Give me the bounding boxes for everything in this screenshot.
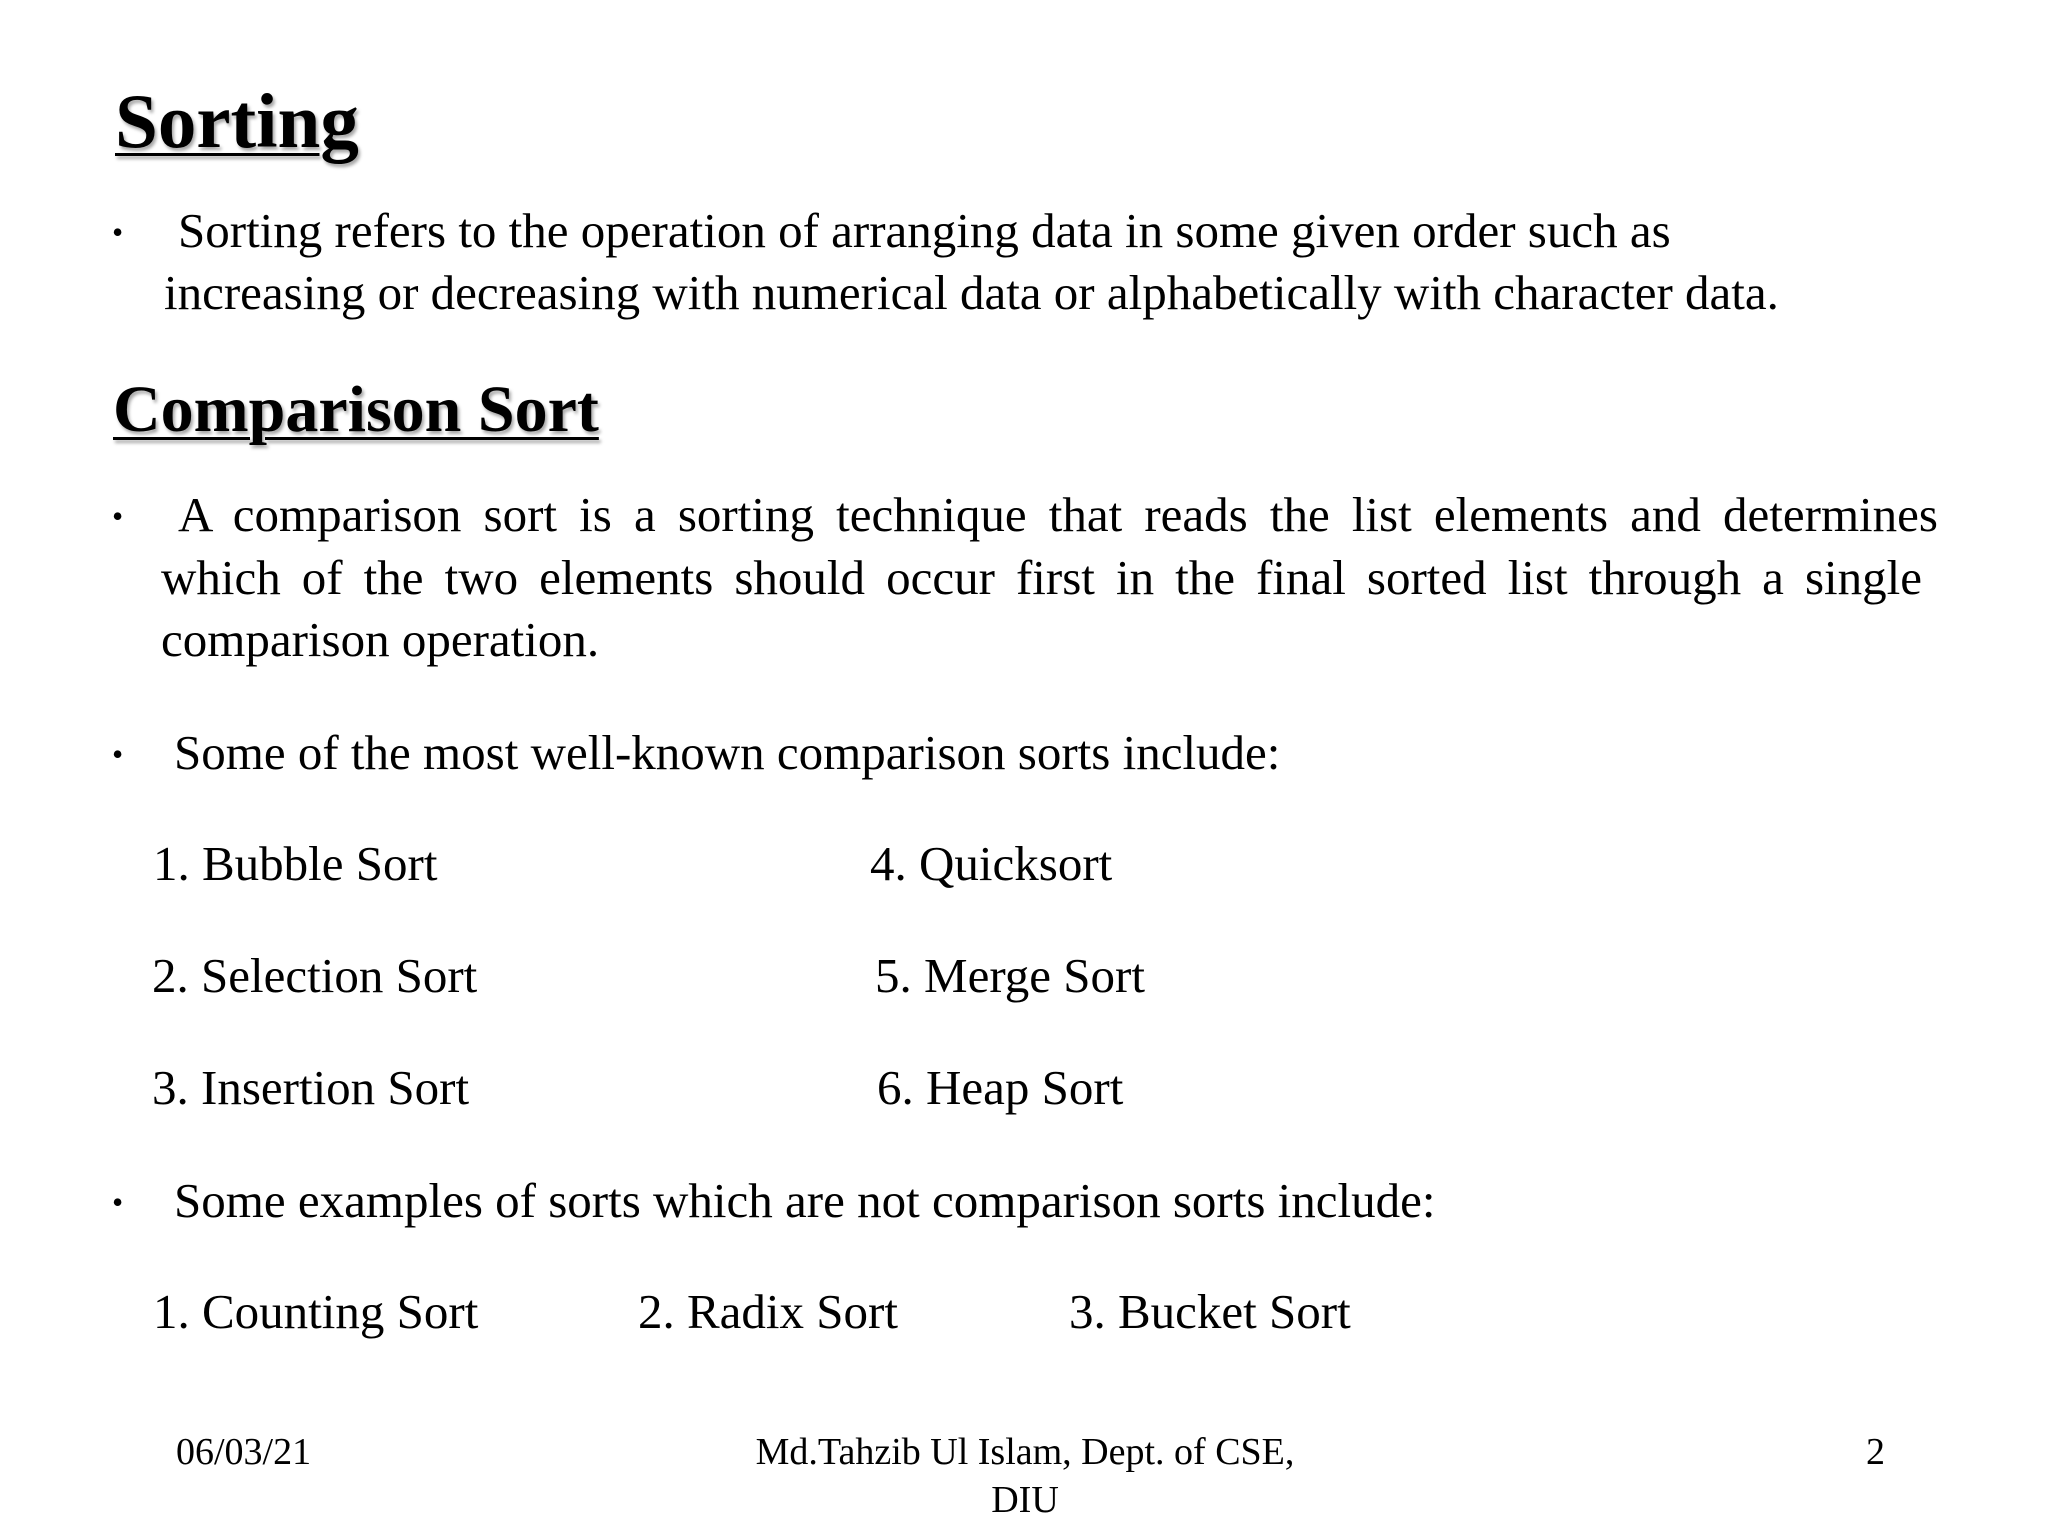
bullet-icon: • xyxy=(112,214,124,250)
definition-line-1: A comparison sort is a sorting technique that reads the list elements and determines xyxy=(178,487,1938,542)
definition-line-3: comparison operation. xyxy=(161,612,600,667)
page-number: 2 xyxy=(1866,1431,1885,1473)
non-comparison-sorts-intro: Some examples of sorts which are not comparison sorts include: xyxy=(174,1173,1436,1228)
list-item: 2. Selection Sort xyxy=(152,948,478,1003)
list-item: 1. Counting Sort xyxy=(153,1284,479,1339)
intro-line-1: Sorting refers to the operation of arranging data in some given order such as xyxy=(178,203,1671,258)
list-item: 5. Merge Sort xyxy=(875,948,1145,1003)
list-item: 4. Quicksort xyxy=(870,836,1113,891)
list-item: 3. Insertion Sort xyxy=(152,1060,470,1115)
section-title: Comparison Sort xyxy=(113,373,599,446)
list-item: 2. Radix Sort xyxy=(638,1284,898,1339)
footer-date: 06/03/21 xyxy=(176,1431,312,1473)
bullet-icon: • xyxy=(112,498,124,534)
footer-author-line-2: DIU xyxy=(991,1479,1059,1521)
list-item: 6. Heap Sort xyxy=(877,1060,1124,1115)
comparison-sorts-intro: Some of the most well-known comparison sorts include: xyxy=(174,725,1281,780)
bullet-icon: • xyxy=(112,736,124,772)
intro-line-2: increasing or decreasing with numerical data or alphabetically with character data. xyxy=(164,265,1779,320)
definition-line-2: which of the two elements should occur first in the final sorted list through a single xyxy=(161,550,1922,605)
footer-author-line-1: Md.Tahzib Ul Islam, Dept. of CSE, xyxy=(755,1431,1295,1473)
slide-title: Sorting xyxy=(115,78,359,164)
list-item: 3. Bucket Sort xyxy=(1069,1284,1351,1339)
bullet-icon: • xyxy=(112,1184,124,1220)
list-item: 1. Bubble Sort xyxy=(153,836,438,891)
footer-author xyxy=(725,1428,1325,1524)
